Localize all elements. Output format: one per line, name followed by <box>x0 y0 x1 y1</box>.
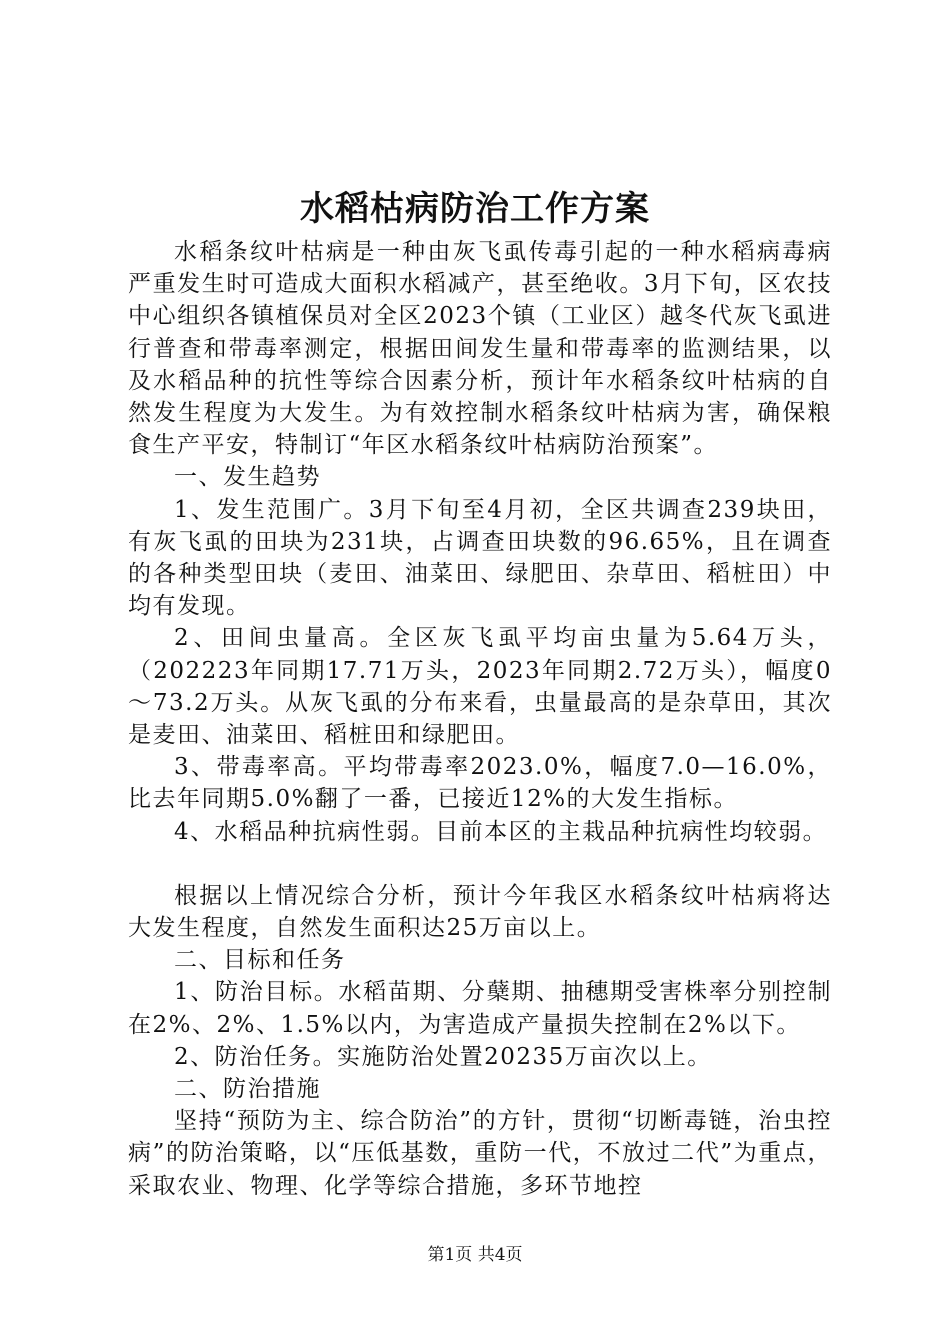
paragraph-trend-2: 2、田间虫量高。全区灰飞虱平均亩虫量为5.64万头，（202223年同期17.71万头，2023年同期2.72万头），幅度0～73.2万头。从灰飞虱的分布来看，虫量最高的是杂草田，其次是麦田、油菜田、稻桩田和绿肥田。 <box>128 625 832 749</box>
paragraph-intro: 水稻条纹叶枯病是一种由灰飞虱传毒引起的一种水稻病毒病严重发生时可造成大面积水稻减产，甚至绝收。3月下旬，区农技中心组织各镇植保员对全区2023个镇（工业区）越冬代灰飞虱进行普查和带毒率测定，根据田间发生量和带毒率的监测结果，以及水稻品种的抗性等综合因素分析，预计年水稻条纹叶枯病的自然发生程度为大发生。为有效控制水稻条纹叶枯病为害，确保粮食生产平安，特制订“年区水稻条纹叶枯病防治预案”。 <box>128 239 832 459</box>
section-heading-trend: 一、发生趋势 <box>174 464 321 491</box>
paragraph-trend-4: 4、水稻品种抗病性弱。目前本区的主栽品种抗病性均较弱。 <box>174 818 828 845</box>
document-body <box>128 236 832 1202</box>
paragraph-trend-3: 3、带毒率高。平均带毒率2023.0%，幅度7.0—16.0%，比去年同期5.0%翻了一番，已接近12%的大发生指标。 <box>128 754 832 813</box>
paragraph-analysis: 根据以上情况综合分析，预计今年我区水稻条纹叶枯病将达大发生程度，自然发生面积达25万亩以上。 <box>128 882 832 942</box>
page-title: 水稻枯病防治工作方案 <box>300 189 650 229</box>
section-heading-goals: 二、目标和任务 <box>174 947 346 974</box>
paragraph-measures: 坚持“预防为主、综合防治”的方针，贯彻“切断毒链，治虫控病”的防治策略，以“压低基数，重防一代，不放过二代”为重点，采取农业、物理、化学等综合措施，多环节地控 <box>128 1108 832 1199</box>
page-footer: 第1页 共4页 <box>427 1245 523 1265</box>
paragraph-trend-1: 1、发生范围广。3月下旬至4月初，全区共调查239块田，有灰飞虱的田块为231块，占调查田块数的96.65%，且在调查的各种类型田块（麦田、油菜田、绿肥田、杂草田、稻桩田）中均有发现。 <box>128 496 832 620</box>
paragraph-goal-2: 2、防治任务。实施防治处置20235万亩次以上。 <box>174 1043 712 1070</box>
section-heading-measures: 二、防治措施 <box>174 1076 321 1103</box>
paragraph-goal-1: 1、防治目标。水稻苗期、分蘖期、抽穗期受害株率分别控制在2%、2%、1.5%以内，为害造成产量损失控制在2%以下。 <box>128 979 832 1038</box>
